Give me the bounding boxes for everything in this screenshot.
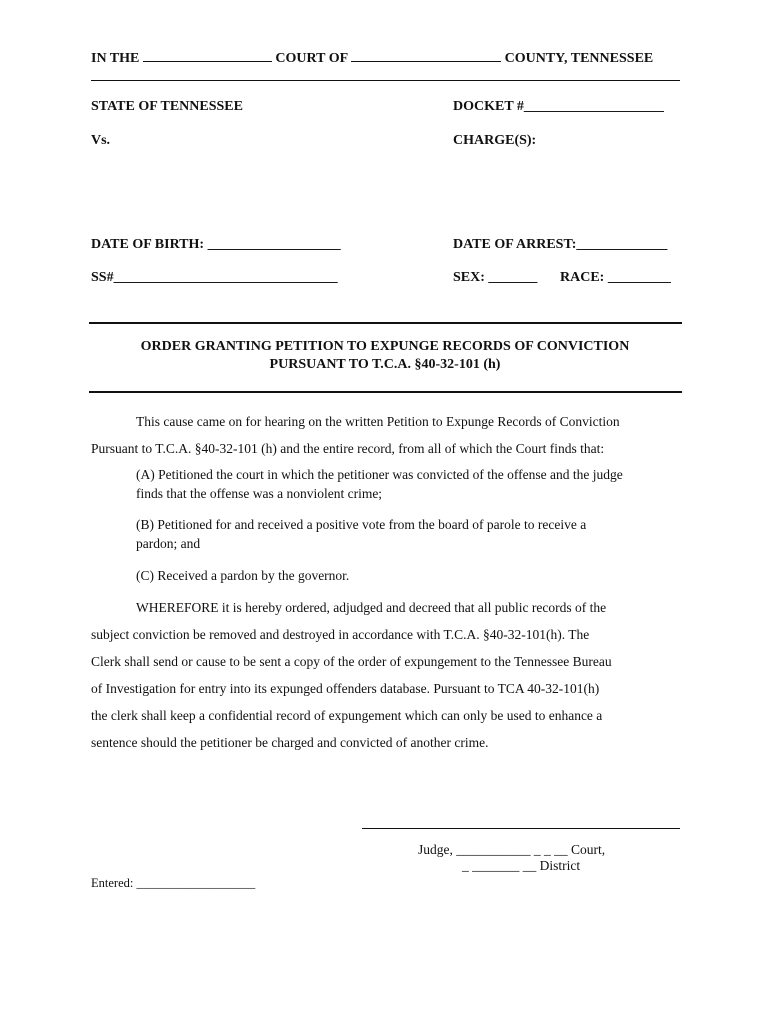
dob-field: DATE OF BIRTH: ___________________ xyxy=(91,237,341,252)
intro-line-1: This cause came on for hearing on the written Petition to Expunge Records of Conviction xyxy=(136,414,620,429)
judge-signature-line xyxy=(362,828,680,829)
entered-date-field: Entered: ___________________ xyxy=(91,876,256,890)
caption-rule xyxy=(91,80,680,81)
order-line-6: sentence should the petitioner be charged and convicted of another crime. xyxy=(91,735,489,750)
order-title-line-1: ORDER GRANTING PETITION TO EXPUNGE RECORDS OF CONVICTION xyxy=(140,339,630,354)
court-name-blank xyxy=(143,48,272,62)
finding-c-line-1: (C) Received a pardon by the governor. xyxy=(136,568,350,583)
state-label: STATE OF TENNESSEE xyxy=(91,99,243,114)
intro-line-2: Pursuant to T.C.A. §40-32-101 (h) and the entire record, from all of which the Court finds that: xyxy=(91,441,605,456)
ss-field: SS#________________________________ xyxy=(91,270,338,285)
race-field: RACE: _________ xyxy=(560,270,671,285)
caption-court-of: COURT OF xyxy=(275,51,348,66)
caption-county: COUNTY, TENNESSEE xyxy=(504,51,654,66)
judge-court-label: Judge, ___________ _ _ __ Court, xyxy=(418,842,606,857)
title-bottom-rule xyxy=(89,391,682,393)
court-caption xyxy=(91,48,653,67)
finding-a-line-2: finds that the offense was a nonviolent crime; xyxy=(136,486,383,501)
vs-label: Vs. xyxy=(91,133,111,148)
order-line-4: of Investigation for entry into its expunged offenders database. Pursuant to TCA 40-32-101(h) xyxy=(91,681,600,696)
order-line-1: WHEREFORE it is hereby ordered, adjudged and decreed that all public records of the xyxy=(136,600,607,615)
order-line-3: Clerk shall send or cause to be sent a copy of the order of expungement to the Tennessee Bureau xyxy=(91,654,612,669)
caption-in-the: IN THE xyxy=(91,51,140,66)
finding-a-line-1: (A) Petitioned the court in which the petitioner was convicted of the offense and the judge xyxy=(136,467,623,482)
judge-district-label: _ _______ __ District xyxy=(462,858,581,873)
finding-b-line-1: (B) Petitioned for and received a positive vote from the board of parole to receive a xyxy=(136,517,587,532)
charges-label: CHARGE(S): xyxy=(453,133,537,148)
title-top-rule xyxy=(89,322,682,324)
docket-label: DOCKET #____________________ xyxy=(453,99,664,114)
order-line-5: the clerk shall keep a confidential record of expungement which can only be used to enhance a xyxy=(91,708,603,723)
sex-field: SEX: _______ xyxy=(453,270,538,285)
county-name-blank xyxy=(351,48,501,62)
order-title-line-2: PURSUANT TO T.C.A. §40-32-101 (h) xyxy=(269,357,501,372)
order-line-2: subject conviction be removed and destroyed in accordance with T.C.A. §40-32-101(h). The xyxy=(91,627,590,642)
arrest-date-field: DATE OF ARREST:_____________ xyxy=(453,237,668,252)
finding-b-line-2: pardon; and xyxy=(136,536,201,551)
